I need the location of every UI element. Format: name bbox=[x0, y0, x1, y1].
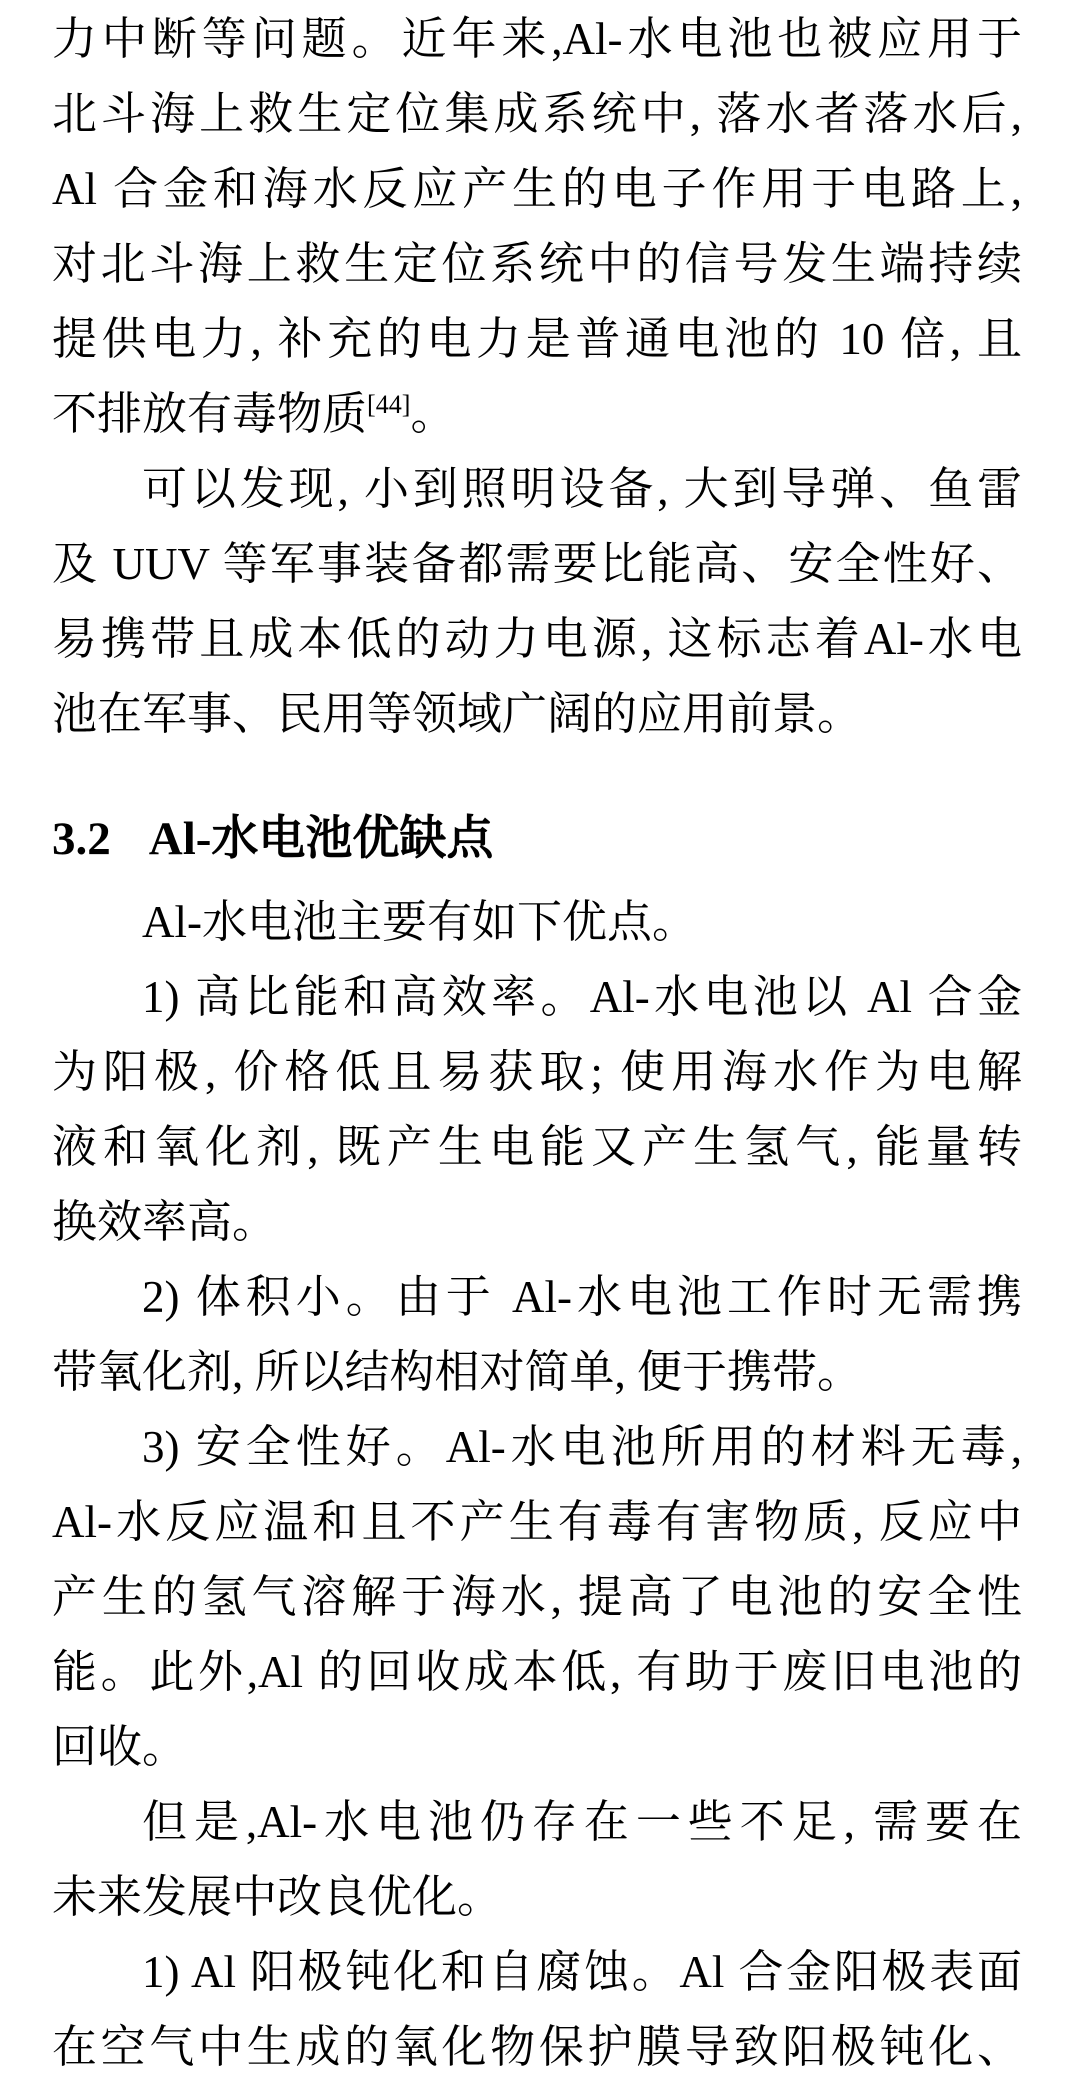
text-line bbox=[52, 1260, 1022, 1335]
line-text: 在空气中生成的氧化物保护膜导致阳极钝化、 bbox=[52, 2022, 1022, 2072]
line-text: 但是,Al-水电池仍存在一些不足, 需要在 bbox=[142, 1797, 1022, 1847]
text-line bbox=[52, 1410, 1022, 1485]
text-line bbox=[52, 960, 1022, 1035]
text-line bbox=[52, 677, 1022, 752]
line-text: 为阳极, 价格低且易获取; 使用海水作为电解 bbox=[52, 1047, 1022, 1097]
line-text: 北斗海上救生定位集成系统中, 落水者落水后, bbox=[52, 89, 1022, 139]
text-line bbox=[52, 377, 1022, 452]
line-text: 力中断等问题。近年来,Al-水电池也被应用于 bbox=[52, 14, 1022, 64]
text-line bbox=[52, 1485, 1022, 1560]
text-line bbox=[52, 227, 1022, 302]
text-line bbox=[52, 1785, 1022, 1860]
text-line bbox=[52, 152, 1022, 227]
line-text: 可以发现, 小到照明设备, 大到导弹、鱼雷 bbox=[142, 464, 1022, 514]
line-text: 对北斗海上救生定位系统中的信号发生端持续 bbox=[52, 239, 1022, 289]
line-text: 能。此外,Al 的回收成本低, 有助于废旧电池的 bbox=[52, 1647, 1022, 1697]
text-line bbox=[52, 1635, 1022, 1710]
text-line bbox=[52, 527, 1022, 602]
section-heading bbox=[52, 802, 1022, 877]
heading-number: 3.2 bbox=[52, 813, 111, 865]
text-line bbox=[52, 1110, 1022, 1185]
line-text: 不排放有毒物质 bbox=[52, 389, 368, 439]
line-text: 1) Al 阳极钝化和自腐蚀。Al 合金阳极表面 bbox=[142, 1947, 1022, 1997]
line-text: Al-水电池主要有如下优点。 bbox=[142, 897, 697, 947]
line-text: Al-水反应温和且不产生有毒有害物质, 反应中 bbox=[52, 1497, 1022, 1547]
line-text: 液和氧化剂, 既产生电能又产生氢气, 能量转 bbox=[52, 1122, 1022, 1172]
line-text: 3) 安全性好。Al-水电池所用的材料无毒, bbox=[142, 1422, 1022, 1472]
text-line bbox=[52, 1335, 1022, 1410]
text-line bbox=[52, 77, 1022, 152]
line-text: 未来发展中改良优化。 bbox=[52, 1872, 503, 1922]
text-line bbox=[52, 602, 1022, 677]
text-line bbox=[52, 1035, 1022, 1110]
line-text: 池在军事、民用等领域广阔的应用前景。 bbox=[52, 689, 863, 739]
citation-marker: [44] bbox=[367, 390, 411, 419]
line-text: 及 UUV 等军事装备都需要比能高、安全性好、 bbox=[52, 539, 1022, 589]
line-text: 回收。 bbox=[52, 1722, 188, 1772]
text-line bbox=[52, 1560, 1022, 1635]
line-text: 易携带且成本低的动力电源, 这标志着Al-水电 bbox=[52, 614, 1022, 664]
text-line bbox=[52, 452, 1022, 527]
line-text: 。 bbox=[410, 389, 456, 439]
line-text: Al 合金和海水反应产生的电子作用于电路上, bbox=[52, 164, 1022, 214]
line-text: 2) 体积小。由于 Al-水电池工作时无需携 bbox=[142, 1272, 1022, 1322]
document-body bbox=[52, 2, 1022, 2085]
text-line bbox=[52, 1860, 1022, 1935]
heading-title: Al-水电池优缺点 bbox=[148, 813, 494, 865]
text-line bbox=[52, 302, 1022, 377]
text-line bbox=[52, 1935, 1022, 2010]
line-text: 产生的氢气溶解于海水, 提高了电池的安全性 bbox=[52, 1572, 1022, 1622]
line-text: 1) 高比能和高效率。Al-水电池以 Al 合金 bbox=[142, 972, 1022, 1022]
text-line bbox=[52, 2, 1022, 77]
line-text: 换效率高。 bbox=[52, 1197, 278, 1247]
text-line bbox=[52, 1710, 1022, 1785]
text-line bbox=[52, 1185, 1022, 1260]
line-text: 带氧化剂, 所以结构相对简单, 便于携带。 bbox=[52, 1347, 863, 1397]
line-text: 提供电力, 补充的电力是普通电池的 10 倍, 且 bbox=[52, 314, 1022, 364]
text-line bbox=[52, 885, 1022, 960]
text-line bbox=[52, 2010, 1022, 2085]
